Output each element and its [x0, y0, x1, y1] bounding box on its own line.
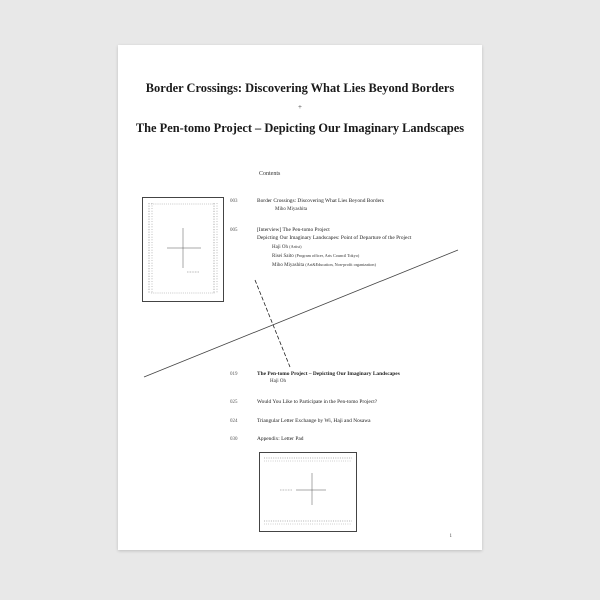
- toc-page-number: 003: [230, 199, 238, 204]
- toc-entry-author: Haji Oh: [270, 379, 286, 384]
- diagonal-line: [144, 250, 458, 377]
- toc-entry-subtitle: Depicting Our Imaginary Landscapes: Point of Departure of the Project: [257, 235, 412, 241]
- title-separator: +: [298, 103, 302, 111]
- contents-heading: Contents: [259, 171, 281, 177]
- toc-entry-title: Triangular Letter Exchange by Wi, Haji and Nosawa: [257, 418, 371, 424]
- person-name: Haji Oh: [272, 245, 288, 250]
- person-name: Risei Saito: [272, 254, 294, 259]
- title-line-2: The Pen-tomo Project – Depicting Our Imaginary Landscapes: [135, 121, 465, 135]
- person-role: (Art&Education, Non-profit organization): [305, 262, 376, 267]
- toc-page-number: 019: [230, 372, 238, 377]
- page-number: 1: [449, 534, 452, 539]
- document-page: [118, 45, 482, 550]
- toc-page-number: 024: [230, 419, 238, 424]
- person-role: (Artist): [289, 244, 302, 249]
- crossing-lines: [118, 45, 482, 550]
- toc-entry-title: Would You Like to Participate in the Pen-tomo Project?: [257, 399, 378, 405]
- toc-entry-title: Border Crossings: Discovering What Lies Beyond Borders: [257, 198, 384, 204]
- dashed-line: [255, 280, 290, 367]
- toc-entry-author: Miho Miyashita: [275, 207, 308, 212]
- toc-page-number: 005: [230, 228, 238, 233]
- title-line-1: Border Crossings: Discovering What Lies Beyond Borders: [145, 81, 455, 95]
- person-role: (Program officer, Arts Council Tokyo): [295, 253, 360, 258]
- toc-page-number: 025: [230, 400, 238, 405]
- toc-page-number: 030: [230, 437, 238, 442]
- toc-entry-title: The Pen-tomo Project – Depicting Our Imaginary Landscapes: [257, 371, 400, 377]
- toc-entry-title: [Interview] The Pen-tomo Project: [257, 227, 330, 233]
- toc-entry-title: Appendix: Letter Pad: [257, 436, 304, 442]
- person-name: Miho Miyashita: [272, 263, 305, 268]
